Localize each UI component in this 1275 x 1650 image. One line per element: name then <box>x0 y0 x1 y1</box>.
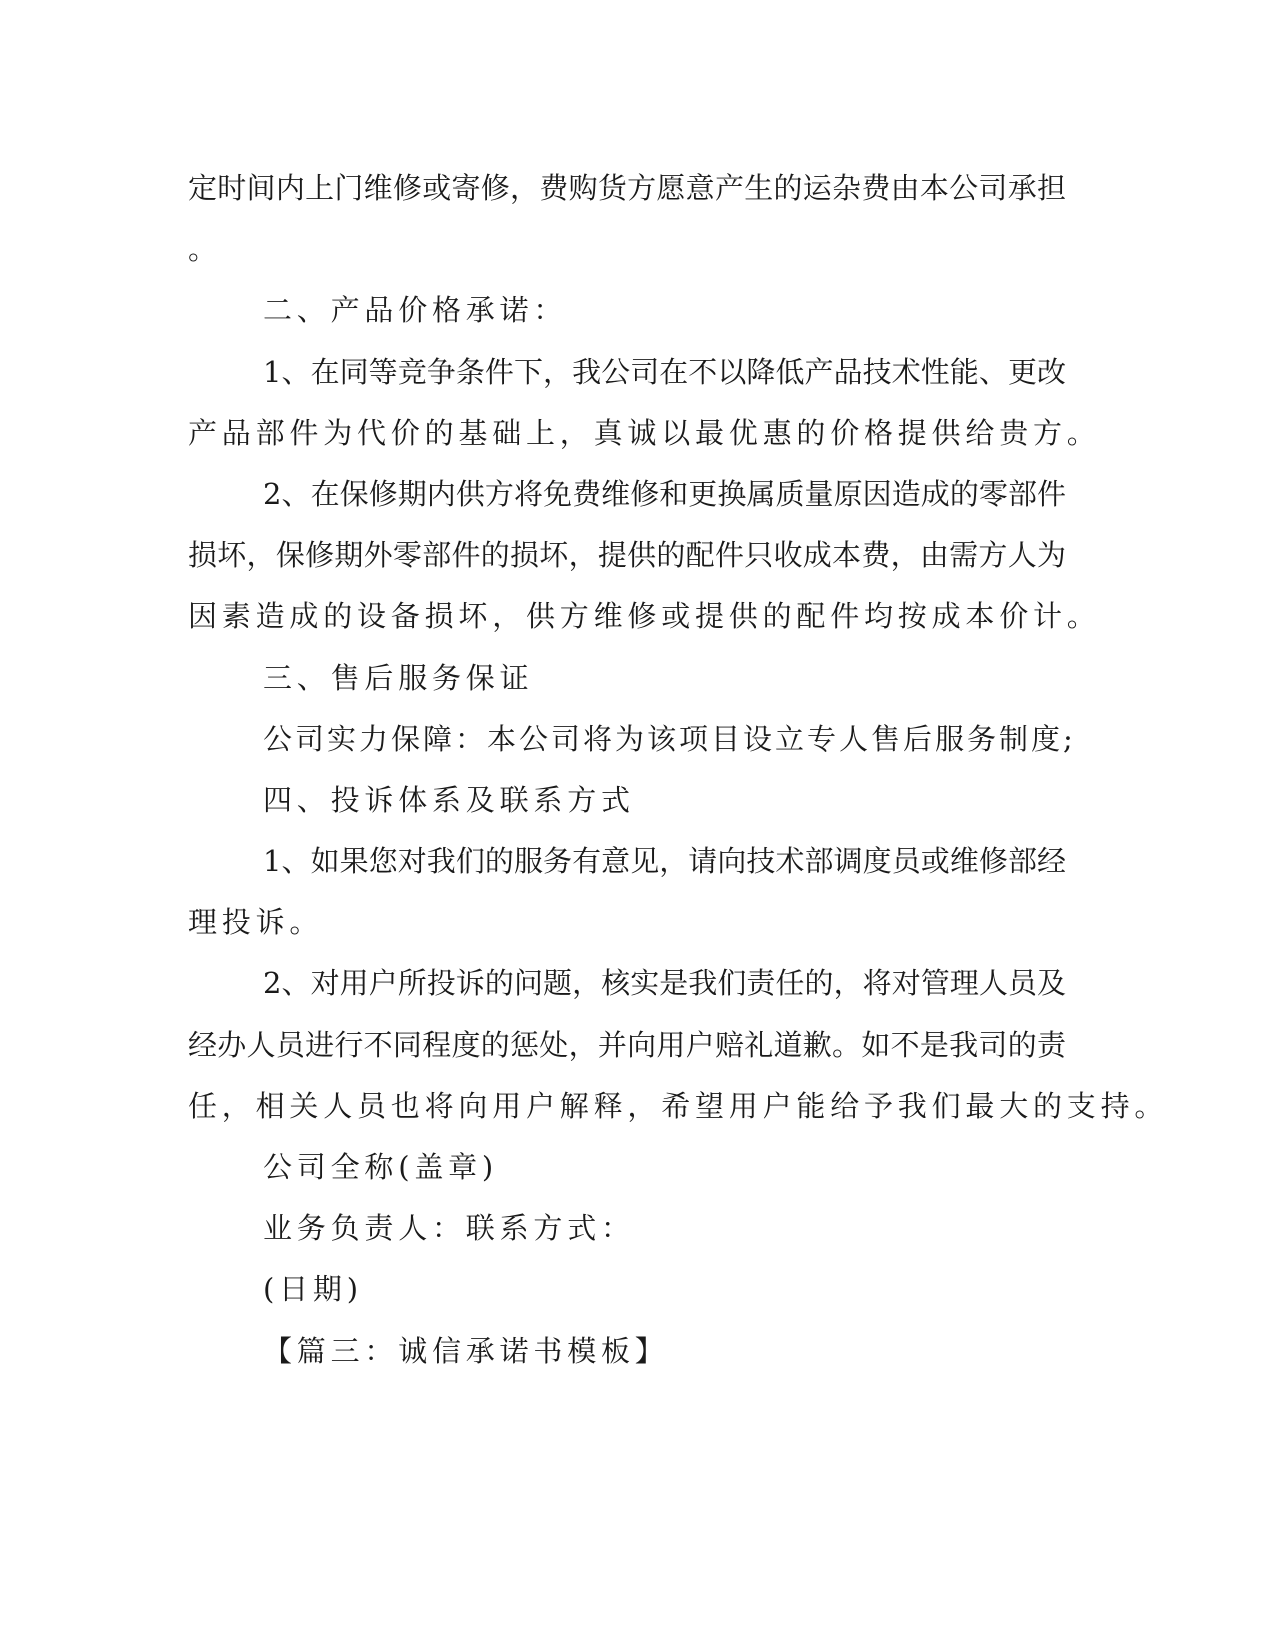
section-heading: 四、投诉体系及联系方式 <box>263 782 635 817</box>
text-line: 。 <box>188 232 222 267</box>
text-line: 因素造成的设备损坏，供方维修或提供的配件均按成本价计。 <box>188 599 1101 634</box>
text-line: 2、对用户所投诉的问题，核实是我们责任的，将对管理人员及 <box>263 966 1066 1001</box>
text-line: 1、如果您对我们的服务有意见，请向技术部调度员或维修部经 <box>263 844 1066 879</box>
date-line: (日期) <box>263 1272 363 1307</box>
text-line: 经办人员进行不同程度的惩处，并向用户赔礼道歉。如不是我司的责 <box>188 1027 1066 1062</box>
text-line: 损坏，保修期外零部件的损坏，提供的配件只收成本费，由需方人为 <box>188 538 1066 573</box>
document-page <box>188 158 1169 1382</box>
text-line: 公司实力保障：本公司将为该项目设立专人售后服务制度; <box>263 721 1076 756</box>
section-heading: 三、售后服务保证 <box>263 660 534 695</box>
text-line: 定时间内上门维修或寄修，费购货方愿意产生的运杂费由本公司承担 <box>188 171 1066 205</box>
text-line: 任，相关人员也将向用户解释，希望用户能给予我们最大的支持。 <box>188 1088 1169 1123</box>
text-line: 产品部件为代价的基础上，真诚以最优惠的价格提供给贵方。 <box>188 415 1101 450</box>
text-line: 1、在同等竞争条件下，我公司在不以降低产品技术性能、更改 <box>263 354 1066 389</box>
company-name-line: 公司全称(盖章) <box>263 1150 499 1184</box>
text-line: 理投诉。 <box>188 905 324 940</box>
contact-line: 业务负责人：联系方式： <box>263 1211 635 1246</box>
section-title: 【篇三：诚信承诺书模板】 <box>263 1333 669 1368</box>
text-line: 2、在保修期内供方将免费维修和更换属质量原因造成的零部件 <box>263 476 1066 511</box>
section-heading: 二、产品价格承诺： <box>263 293 568 328</box>
